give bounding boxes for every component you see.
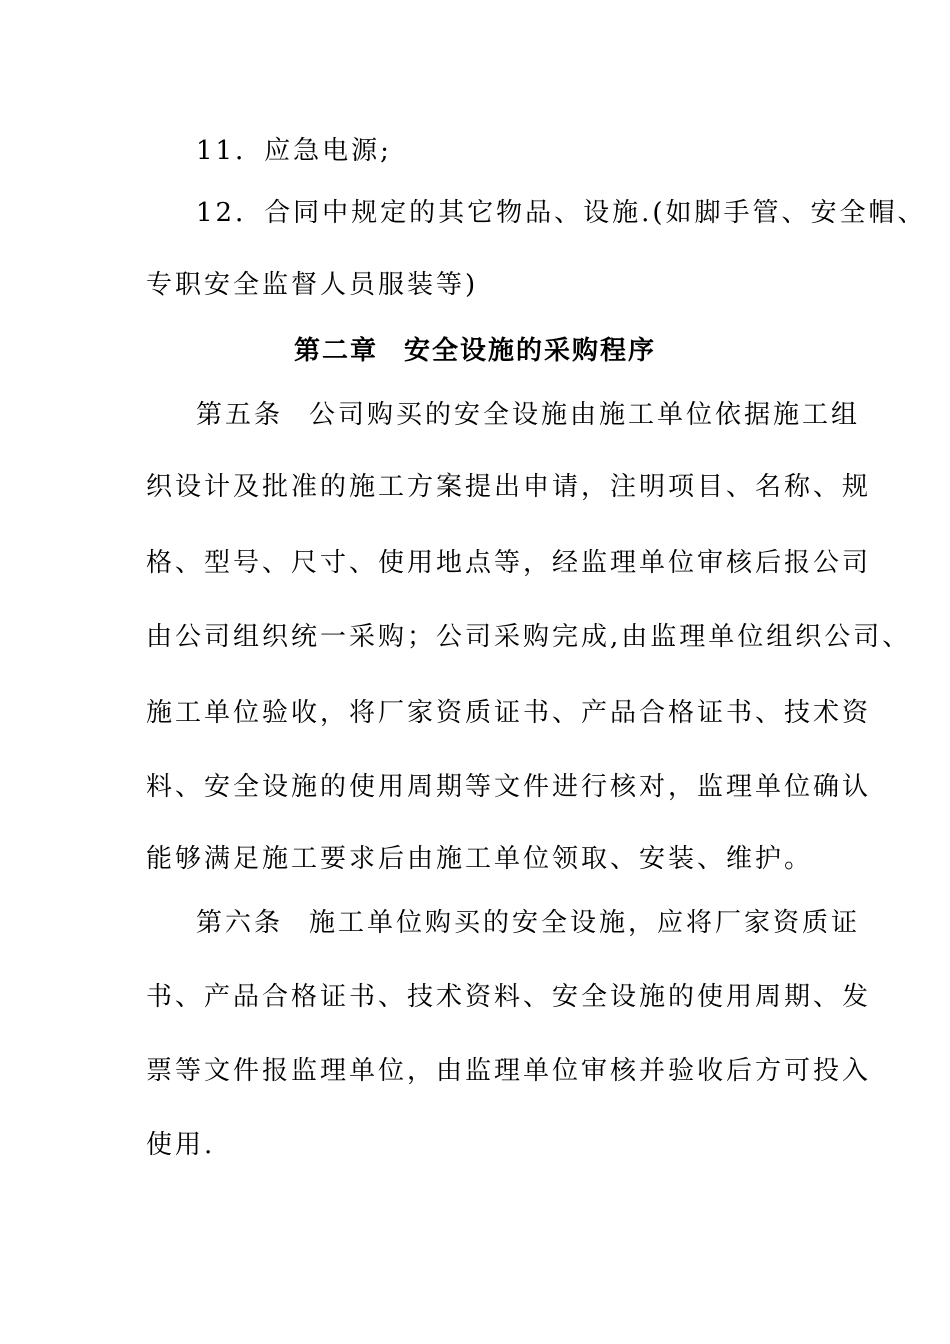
article-5-line-2: 织设计及批准的施工方案提出申请，注明项目、名称、规 — [146, 472, 872, 502]
article-6-text: 施工单位购买的安全设施，应将厂家资质证 — [309, 908, 861, 938]
article-5-text: 公司购买的安全设施由施工单位依据施工组 — [309, 400, 861, 430]
article-5-label: 第五条 — [196, 400, 284, 430]
chapter-number: 第二章 — [293, 336, 378, 366]
list-item-11: 11．应急电源; — [196, 136, 392, 166]
article-6-label: 第六条 — [196, 908, 284, 938]
article-6-line-3: 票等文件报监理单位，由监理单位审核并验收后方可投入 — [146, 1056, 872, 1086]
chapter-heading — [0, 334, 950, 368]
article-5-line-4: 由公司组织统一采购；公司采购完成,由监理单位组织公司、 — [146, 622, 912, 652]
chapter-title: 安全设施的采购程序 — [404, 336, 657, 366]
article-5-line-5: 施工单位验收，将厂家资质证书、产品合格证书、技术资 — [146, 698, 872, 728]
list-item-12-continuation: 专职安全监督人员服装等) — [146, 270, 479, 300]
article-5-line-7: 能够满足施工要求后由施工单位领取、安装、维护。 — [146, 844, 814, 874]
article-6-line-2: 书、产品合格证书、技术资料、安全设施的使用周期、发 — [146, 982, 872, 1012]
article-6-line-4: 使用. — [146, 1130, 216, 1160]
article-5-line-1 — [196, 398, 886, 432]
article-6-line-1 — [196, 906, 886, 940]
article-5-line-6: 料、安全设施的使用周期等文件进行核对，监理单位确认 — [146, 772, 872, 802]
article-5-line-3: 格、型号、尺寸、使用地点等，经监理单位审核后报公司 — [146, 548, 872, 578]
list-item-12: 12．合同中规定的其它物品、设施.(如脚手管、安全帽、 — [196, 198, 927, 228]
